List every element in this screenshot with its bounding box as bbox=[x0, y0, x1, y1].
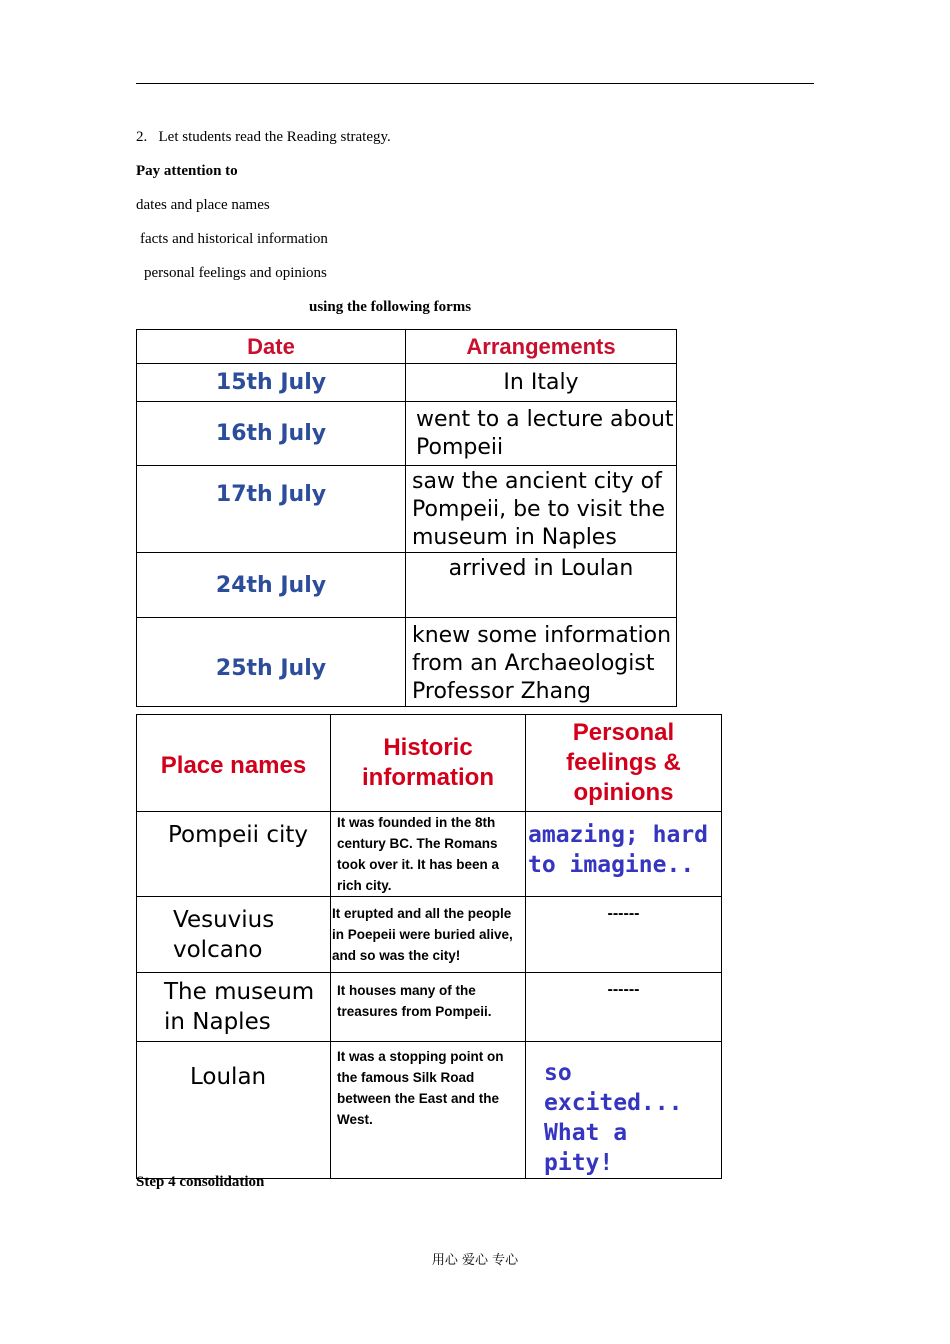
place-info-table bbox=[136, 714, 722, 1179]
date-arrangements-table bbox=[136, 329, 677, 707]
arrangements-header: Arrangements bbox=[406, 330, 677, 364]
feeling-cell: amazing; hard to imagine.. bbox=[526, 812, 722, 897]
place-cell: Vesuvius volcano bbox=[137, 897, 331, 973]
feeling-cell: ------ bbox=[526, 897, 722, 973]
date-cell: 16th July bbox=[137, 402, 406, 466]
arrangement-cell: arrived in Loulan bbox=[406, 553, 677, 618]
feelings-header: Personal feelings & opinions bbox=[526, 715, 722, 812]
step-4-heading: Step 4 consolidation bbox=[136, 1174, 265, 1190]
place-cell: Loulan bbox=[137, 1042, 331, 1179]
date-cell: 24th July bbox=[137, 553, 406, 618]
arrangement-cell: In Italy bbox=[406, 364, 677, 402]
pay-attention-heading: Pay attention to bbox=[136, 163, 238, 179]
arrangement-cell: saw the ancient city of Pompeii, be to visit the museum in Naples bbox=[406, 466, 677, 553]
list-item: personal feelings and opinions bbox=[144, 265, 327, 281]
place-cell: Pompeii city bbox=[137, 812, 331, 897]
history-cell: It houses many of the treasures from Pompeii. bbox=[331, 973, 526, 1042]
list-item: facts and historical information bbox=[140, 231, 328, 247]
place-names-header: Place names bbox=[137, 715, 331, 812]
history-cell: It was founded in the 8th century BC. The Romans took over it. It has been a rich city. bbox=[331, 812, 526, 897]
date-cell: 15th July bbox=[137, 364, 406, 402]
date-header: Date bbox=[137, 330, 406, 364]
historic-info-header: Historic information bbox=[331, 715, 526, 812]
arrangement-cell: went to a lecture about Pompeii bbox=[406, 402, 677, 466]
feeling-cell: ------ bbox=[526, 973, 722, 1042]
feeling-cell: so excited... What a pity! bbox=[526, 1042, 722, 1179]
page-footer: 用心 爱心 专心 bbox=[431, 1253, 519, 1268]
place-cell: The museum in Naples bbox=[137, 973, 331, 1042]
arrangement-cell: knew some information from an Archaeologist Professor Zhang bbox=[406, 618, 677, 707]
history-cell: It erupted and all the people in Poepeii were buried alive, and so was the city! bbox=[331, 897, 526, 973]
history-cell: It was a stopping point on the famous Silk Road between the East and the West. bbox=[331, 1042, 526, 1179]
forms-label: using the following forms bbox=[309, 299, 472, 315]
list-item: dates and place names bbox=[136, 197, 270, 213]
instruction-line: 2. Let students read the Reading strategy. bbox=[136, 129, 391, 145]
header-rule bbox=[136, 83, 814, 84]
date-cell: 17th July bbox=[137, 466, 406, 553]
date-cell: 25th July bbox=[137, 618, 406, 707]
